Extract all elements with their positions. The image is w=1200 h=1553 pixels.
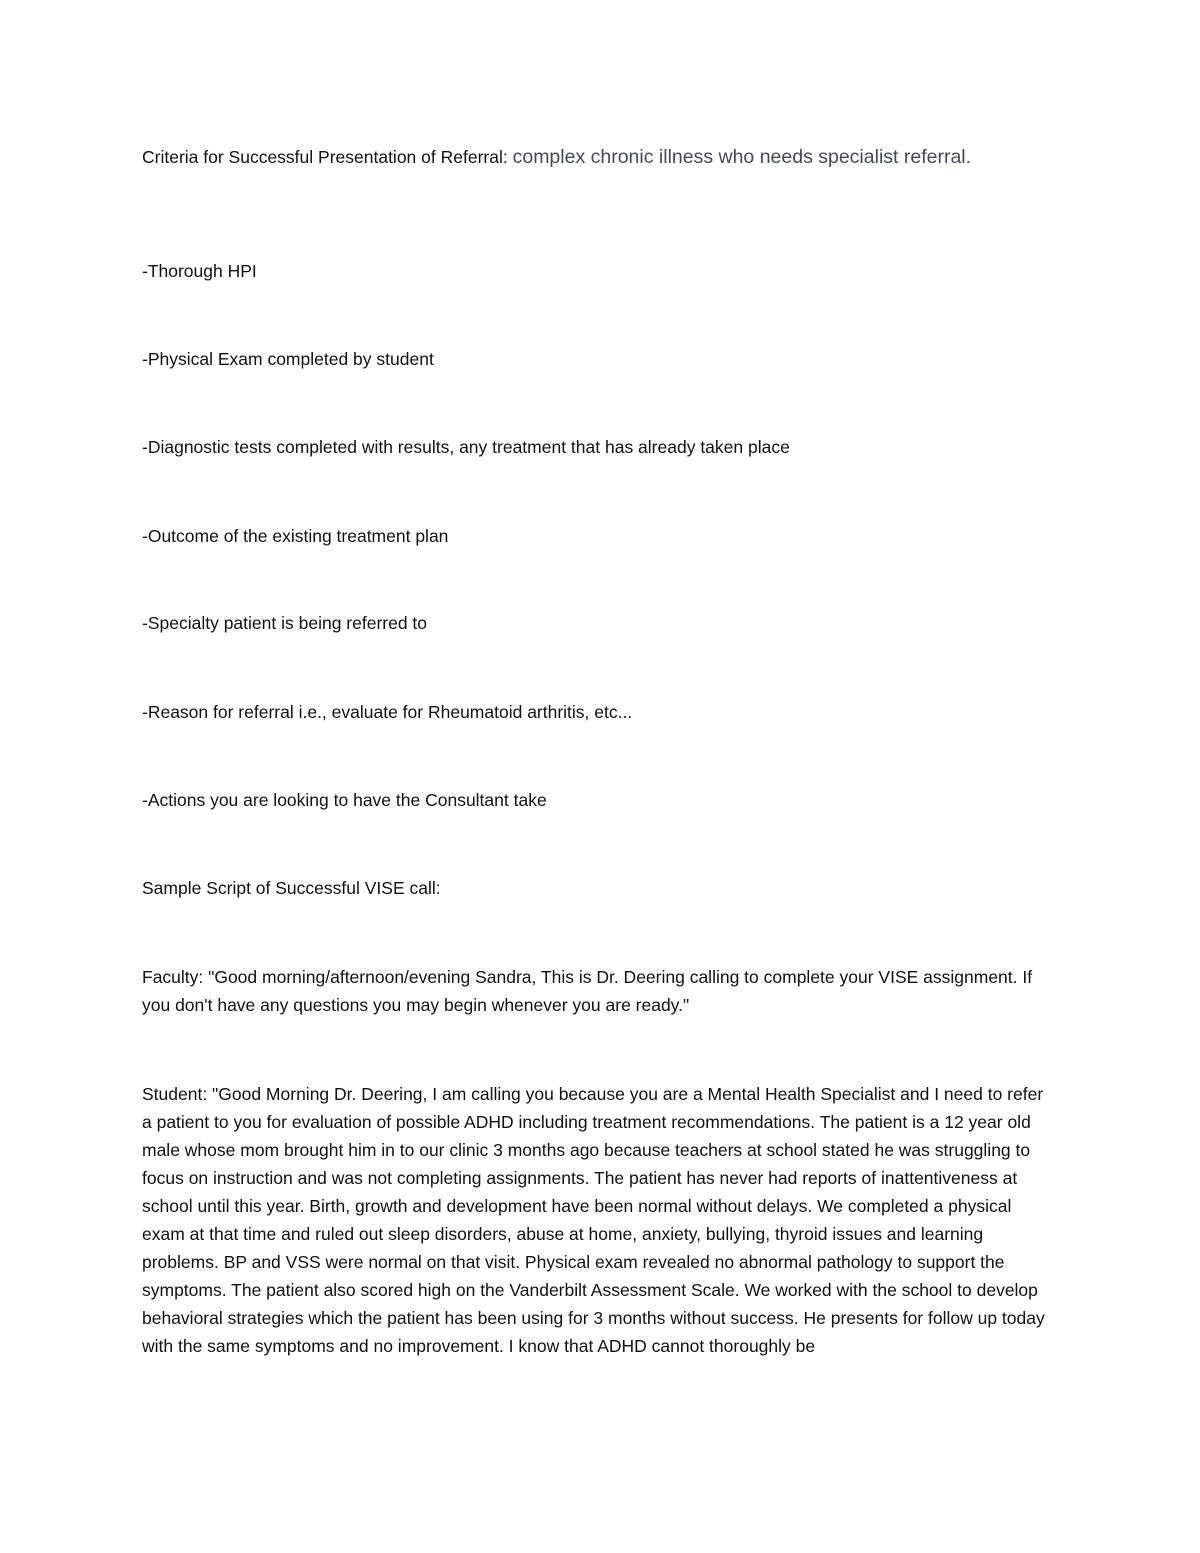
- criteria-item-hpi: -Thorough HPI: [142, 261, 257, 281]
- criteria-item-actions: -Actions you are looking to have the Consultant take: [142, 790, 547, 810]
- criteria-heading-description: complex chronic illness who needs specialist referral.: [512, 146, 972, 168]
- criteria-item-specialty: -Specialty patient is being referred to: [142, 613, 428, 633]
- faculty-paragraph: Faculty: "Good morning/afternoon/evening Sandra, This is Dr. Deering calling to complete your VISE assignment. If you don't have any questions you may begin whenever you are ready.": [142, 967, 1033, 1015]
- student-paragraph: Student: "Good Morning Dr. Deering, I am calling you because you are a Mental Health Specialist and I need to refer a patient to you for evaluation of possible ADHD including treatment recommendations. The patient is a 12 year old male whose mom brought him in to our clinic 3 months ago because teachers at school stated he was struggling to focus on instruction and was not completing assignments. The patient has never had reports of inattentiveness at school until this year. Birth, growth and development have been normal without delays. We completed a physical exam at that time and ruled out sleep disorders, abuse at home, anxiety, bullying, thyroid issues and learning problems. BP and VSS were normal on that visit. Physical exam revealed no abnormal pathology to support the symptoms. The patient also scored high on the Vanderbilt Assessment Scale. We worked with the school to develop behavioral strategies which the patient has been using for 3 months without success. He presents for follow up today with the same symptoms and no improvement. I know that ADHD cannot thoroughly be: [142, 1084, 1045, 1356]
- criteria-item-outcome: -Outcome of the existing treatment plan: [142, 526, 449, 546]
- script-heading: Sample Script of Successful VISE call:: [142, 878, 441, 898]
- criteria-heading-label: Criteria for Successful Presentation of Referral:: [142, 147, 508, 167]
- criteria-item-reason: -Reason for referral i.e., evaluate for Rheumatoid arthritis, etc...: [142, 702, 633, 722]
- criteria-item-diagnostic-tests: -Diagnostic tests completed with results, any treatment that has already taken place: [142, 437, 790, 457]
- criteria-heading: [142, 143, 1022, 171]
- criteria-item-physical-exam: -Physical Exam completed by student: [142, 349, 434, 369]
